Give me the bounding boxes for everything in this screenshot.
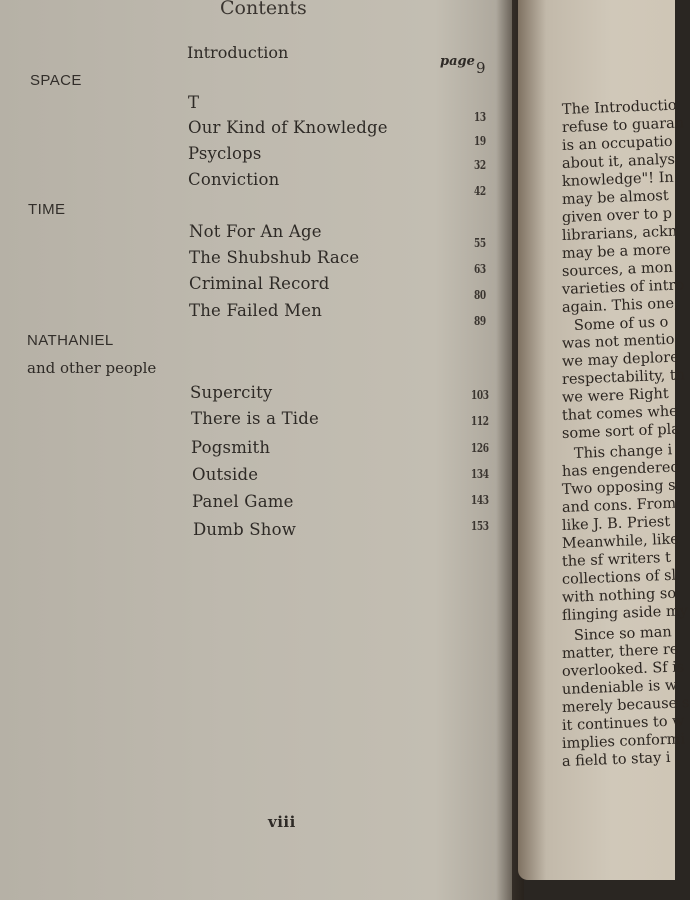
toc-entry-page: 42	[474, 184, 486, 198]
section-subtitle: and other people	[27, 359, 157, 377]
body-text-line: flinging aside my	[561, 603, 689, 624]
toc-entry-page: 32	[474, 158, 486, 172]
body-text-line: knowledge"! In	[561, 169, 675, 190]
toc-entry-title: Conviction	[188, 170, 280, 189]
body-text-line: the sf writers t	[561, 549, 672, 570]
body-text-line: respectability, th	[561, 367, 686, 388]
body-text-line: undeniable is w	[561, 677, 678, 698]
page-title: Contents	[220, 0, 307, 19]
toc-entry-page: 80	[474, 288, 486, 302]
intro-page: 9	[476, 59, 486, 77]
body-text-line: some sort of pla	[561, 421, 681, 442]
toc-entry-page: 153	[471, 519, 489, 533]
toc-entry-title: There is a Tide	[191, 409, 319, 428]
body-text-line: like J. B. Priest	[561, 513, 671, 534]
toc-entry-page: 13	[474, 110, 486, 124]
toc-entry-title: The Shubshub Race	[189, 248, 360, 267]
section-heading: SPACE	[30, 72, 82, 89]
body-text-line: varieties of intro	[561, 277, 685, 298]
toc-entry-title: Panel Game	[192, 492, 294, 511]
toc-entry-title: The Failed Men	[189, 301, 323, 320]
toc-entry-page: 63	[474, 262, 486, 276]
body-text-line: refuse to guaran	[561, 115, 685, 136]
body-text-line: collections of sl	[561, 567, 677, 588]
right-page	[518, 0, 690, 880]
body-text-line: it continues to w	[561, 713, 685, 734]
toc-entry-title: Not For An Age	[189, 222, 322, 241]
page-folio: viii	[268, 813, 296, 831]
toc-entry-title: Dumb Show	[193, 520, 297, 539]
body-text-line: that comes whe	[561, 403, 679, 424]
section-heading: TIME	[28, 201, 66, 218]
body-text-line: Some of us o	[573, 314, 669, 334]
body-text-line: a field to stay i	[561, 749, 671, 770]
body-text-line: was not mentio	[561, 331, 675, 352]
toc-entry-title: Our Kind of Knowledge	[188, 118, 388, 137]
body-text-line: with nothing so	[561, 585, 677, 606]
body-text-line: implies conformi	[561, 731, 686, 752]
body-text-line: merely because s	[561, 695, 690, 716]
body-text-line: and cons. From	[561, 495, 677, 516]
toc-entry-page: 112	[471, 414, 489, 428]
toc-entry-title: Pogsmith	[191, 438, 271, 457]
body-text-line: Meanwhile, like	[561, 531, 680, 552]
body-text-line: we may deplore	[561, 349, 680, 370]
intro-title: Introduction	[187, 43, 289, 62]
toc-entry-page: 89	[474, 314, 486, 328]
body-text-line: may be almost	[561, 187, 669, 208]
toc-entry-page: 143	[471, 493, 489, 507]
toc-entry-title: Supercity	[190, 383, 273, 402]
toc-entry-page: 19	[474, 134, 486, 148]
toc-entry-title: Criminal Record	[189, 274, 330, 293]
body-text-line: librarians, ackn	[561, 223, 678, 244]
body-text-line: Since so man	[573, 624, 672, 644]
body-text-line: overlooked. Sf is	[561, 659, 685, 680]
toc-entry-page: 126	[471, 441, 489, 455]
body-text-line: Two opposing s	[561, 477, 676, 498]
toc-entry-page: 103	[471, 388, 489, 402]
body-text-line: again. This one,	[561, 295, 679, 316]
body-text-line: The Introductio	[561, 97, 677, 118]
body-text-line: we were Right	[561, 385, 669, 406]
toc-entry-page: 55	[474, 236, 486, 250]
toc-entry-title: Psyclops	[188, 144, 262, 163]
body-text-line: has engendered	[561, 459, 681, 480]
body-text-line: about it, analys	[561, 151, 676, 172]
body-text-line: sources, a mon	[561, 259, 674, 280]
toc-entry-title: Outside	[192, 465, 259, 484]
body-text-line: may be a more	[561, 241, 672, 262]
body-text-line: matter, there re	[561, 641, 679, 662]
body-text-line: given over to p	[561, 205, 673, 226]
toc-entry-title: T	[188, 93, 200, 112]
body-text-line: This change i	[573, 442, 673, 462]
body-text-line: is an occupatio	[561, 133, 673, 154]
toc-entry-page: 134	[471, 467, 489, 481]
section-heading: NATHANIEL	[27, 332, 114, 349]
page-label: page	[440, 54, 475, 69]
